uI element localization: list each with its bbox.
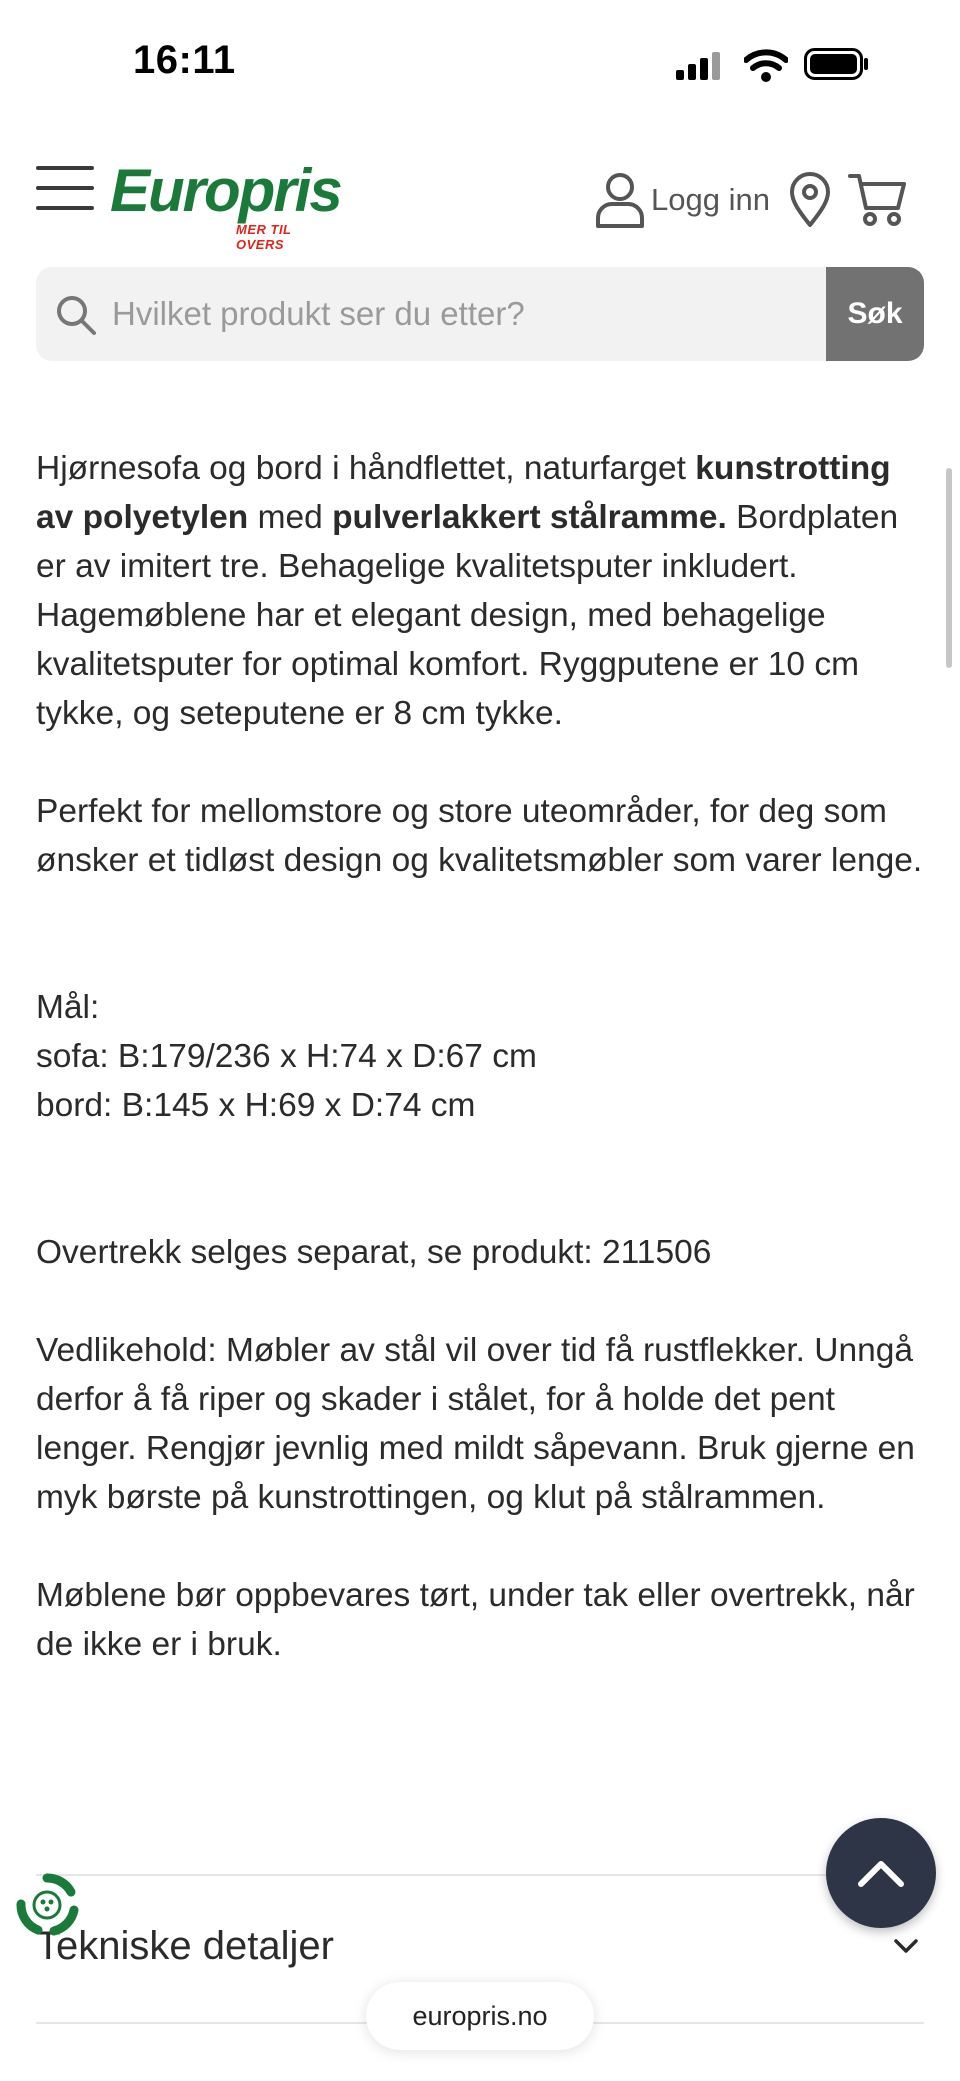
cover-note: Overtrekk selges separat, se produkt: 211506 [36,1234,712,1271]
chevron-down-icon [888,1928,924,1964]
dimensions-label: Mål: [36,989,100,1026]
menu-button[interactable] [36,166,94,212]
cart-button[interactable] [848,170,908,228]
status-bar [0,0,960,130]
maintenance-text: Vedlikehold: Møbler av stål vil over tid få rustflekker. Unngå derfor å få riper og skader i stålet, for å holde det pent lenger. Rengjør jevnlig med mildt såpevann. Bruk gjerne en myk børste på kunstrottingen, og klut på stålrammen. [36,1332,915,1516]
site-header [0,150,960,250]
store-locator-button[interactable] [788,172,832,228]
logo-tagline: MER TIL OVERS [236,222,292,252]
product-description [36,444,926,1669]
logo-text: Europris [110,157,341,224]
search-field [36,267,826,361]
search-input[interactable] [112,267,812,361]
divider [36,1874,924,1876]
description-intro: Hjørnesofa og bord i håndflettet, naturfarget kunstrotting av polyetylen med pulverlakkert stålramme. Bordplaten er av imitert tre. Behagelige kvalitetsputer inkludert. Hagemøblene har et elegant design, med behagelige kvalitetsputer for optimal komfort. Ryggputene er 10 cm tykke, og seteputene er 8 cm tykke. [36,450,899,732]
search-bar [36,267,924,361]
status-time: 16:11 [133,38,236,82]
description-usage: Perfekt for mellomstore og store uteområder, for deg som ønsker et tidløst design og kvalitetsmøbler som varer lenge. [36,793,923,879]
recycle-badge[interactable] [14,1872,80,1938]
page-scrollbar[interactable] [946,468,952,668]
search-icon [54,293,98,337]
technical-details-accordion[interactable] [36,1902,924,1992]
login-button[interactable] [595,172,770,228]
cart-icon [848,170,908,228]
recycle-icon [14,1872,80,1938]
dimensions-sofa: sofa: B:179/236 x H:74 x D:67 cm [36,1038,537,1075]
storage-text: Møblene bør oppbevares tørt, under tak eller overtrekk, når de ikke er i bruk. [36,1577,915,1663]
location-pin-icon [788,172,832,228]
browser-url-pill[interactable]: europris.no [366,1982,594,2050]
back-to-top-button[interactable] [826,1818,936,1928]
login-label: Logg inn [651,182,770,217]
battery-icon [804,48,870,80]
accordion-title: Tekniske detaljer [36,1924,334,1968]
search-button[interactable]: Søk [826,267,924,361]
wifi-icon [744,48,788,82]
europris-logo[interactable] [110,156,341,252]
menu-icon [36,166,94,170]
chevron-up-icon [853,1848,909,1898]
signal-icon [676,52,724,80]
user-icon [595,172,645,228]
dimensions-table: bord: B:145 x H:69 x D:74 cm [36,1087,476,1124]
